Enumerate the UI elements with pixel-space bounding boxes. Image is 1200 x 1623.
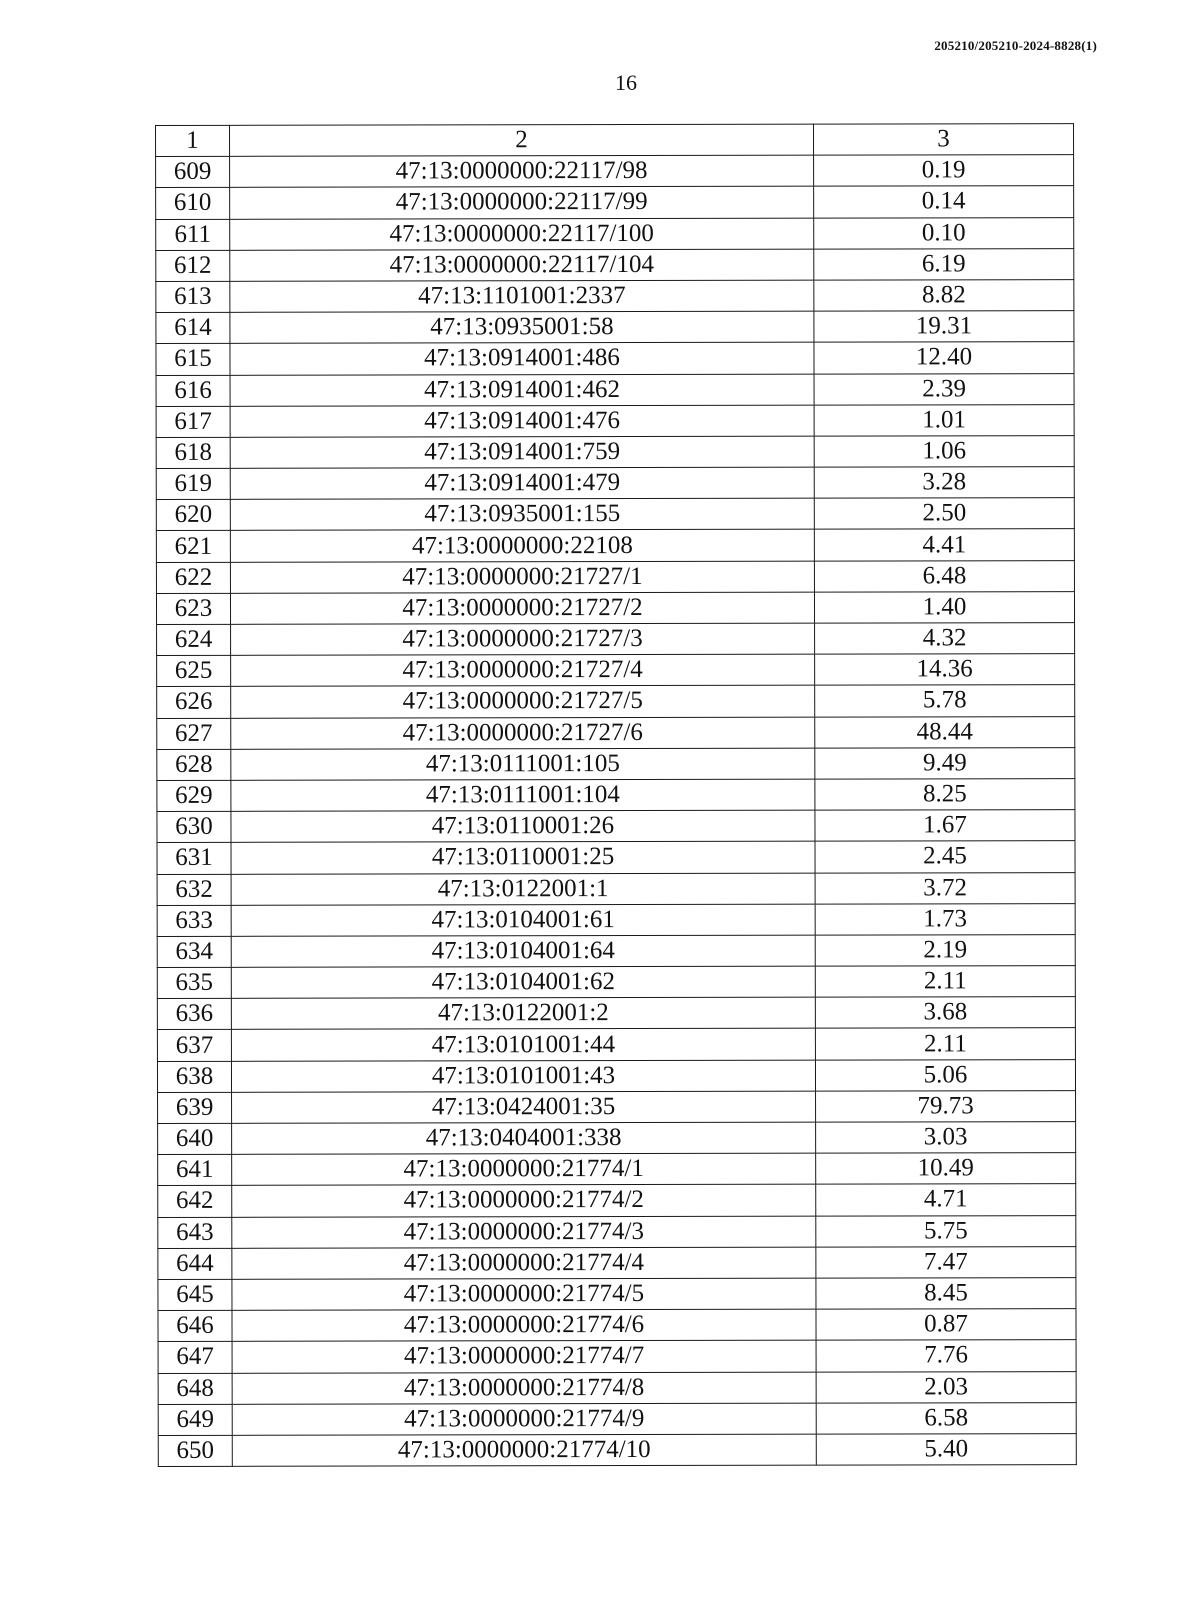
- value-cell: 0.14: [814, 186, 1074, 218]
- table-row: [157, 966, 1075, 999]
- table-row: [156, 217, 1074, 250]
- row-number-cell: 631: [157, 843, 231, 874]
- cadastral-number-cell: 47:13:0000000:21774/4: [232, 1247, 816, 1279]
- cadastral-number-cell: 47:13:0104001:61: [231, 904, 815, 936]
- row-number-cell: 637: [157, 1030, 231, 1061]
- row-number-cell: 617: [156, 406, 230, 437]
- page-number: 16: [615, 70, 637, 95]
- value-cell: 2.11: [815, 1028, 1075, 1060]
- row-number-cell: 644: [158, 1248, 232, 1279]
- cadastral-number-cell: 47:13:0000000:21727/6: [231, 717, 815, 749]
- value-cell: 8.45: [816, 1278, 1076, 1310]
- table-row: [156, 467, 1074, 500]
- table-row: [157, 903, 1075, 936]
- value-cell: 5.78: [815, 685, 1075, 717]
- row-number-cell: 647: [158, 1342, 232, 1373]
- table-row: [156, 498, 1074, 531]
- value-cell: 19.31: [814, 311, 1074, 343]
- row-number-cell: 645: [158, 1279, 232, 1310]
- value-cell: 12.40: [814, 342, 1074, 374]
- cadastral-number-cell: 47:13:0914001:462: [230, 374, 814, 406]
- row-number-cell: 621: [156, 531, 230, 562]
- cadastral-number-cell: 47:13:0101001:43: [231, 1060, 815, 1092]
- value-cell: 4.71: [816, 1184, 1076, 1216]
- value-cell: 5.40: [816, 1433, 1076, 1465]
- cadastral-number-cell: 47:13:0110001:25: [231, 841, 815, 873]
- table-row: [156, 248, 1074, 281]
- cadastral-number-cell: 47:13:0000000:22117/98: [230, 155, 814, 187]
- row-number-cell: 642: [158, 1186, 232, 1217]
- row-number-cell: 641: [158, 1155, 232, 1186]
- value-cell: 3.68: [815, 997, 1075, 1029]
- row-number-cell: 618: [156, 437, 230, 468]
- row-number-cell: 635: [157, 967, 231, 998]
- value-cell: 6.19: [814, 248, 1074, 280]
- row-number-cell: 620: [156, 500, 230, 531]
- table-row: [156, 186, 1074, 219]
- value-cell: 9.49: [815, 747, 1075, 779]
- value-cell: 48.44: [815, 716, 1075, 748]
- row-number-cell: 619: [156, 468, 230, 499]
- value-cell: 3.03: [816, 1122, 1076, 1154]
- value-cell: 14.36: [815, 654, 1075, 686]
- table-row: [157, 841, 1075, 874]
- table-row: [157, 716, 1075, 749]
- row-number-cell: 633: [157, 905, 231, 936]
- table-row: [157, 779, 1075, 812]
- value-cell: 3.72: [815, 872, 1075, 904]
- data-table: [155, 123, 1077, 1467]
- table-row: [157, 623, 1075, 656]
- table-row: [157, 997, 1075, 1030]
- value-cell: 2.11: [815, 966, 1075, 998]
- value-cell: 0.19: [814, 155, 1074, 187]
- value-cell: 2.19: [815, 934, 1075, 966]
- row-number-cell: 610: [156, 188, 230, 219]
- row-number-cell: 650: [158, 1435, 232, 1466]
- value-cell: 5.06: [815, 1059, 1075, 1091]
- cadastral-number-cell: 47:13:0101001:44: [231, 1029, 815, 1061]
- table-row: [156, 591, 1074, 624]
- cadastral-number-cell: 47:13:0000000:22117/99: [230, 186, 814, 218]
- cadastral-number-cell: 47:13:0000000:21774/3: [232, 1216, 816, 1248]
- row-number-cell: 634: [157, 936, 231, 967]
- cadastral-number-cell: 47:13:0104001:64: [231, 935, 815, 967]
- value-cell: 4.32: [815, 623, 1075, 655]
- cadastral-number-cell: 47:13:0935001:155: [230, 498, 814, 530]
- table-row: [156, 404, 1074, 437]
- cadastral-number-cell: 47:13:0104001:62: [231, 966, 815, 998]
- row-number-cell: 611: [156, 219, 230, 250]
- table-row: [156, 529, 1074, 562]
- cadastral-number-cell: 47:13:0122001:2: [231, 997, 815, 1029]
- value-cell: 0.87: [816, 1309, 1076, 1341]
- cadastral-number-cell: 47:13:0000000:21774/6: [232, 1309, 816, 1341]
- table-row: [157, 685, 1075, 718]
- column-header-1: 1: [156, 125, 230, 156]
- value-cell: 3.28: [814, 467, 1074, 499]
- table-row: [156, 311, 1074, 344]
- row-number-cell: 615: [156, 344, 230, 375]
- row-number-cell: 648: [158, 1373, 232, 1404]
- value-cell: 8.82: [814, 280, 1074, 312]
- value-cell: 2.39: [814, 373, 1074, 405]
- value-cell: 8.25: [815, 779, 1075, 811]
- row-number-cell: 622: [156, 562, 230, 593]
- cadastral-number-cell: 47:13:0000000:21774/10: [232, 1434, 816, 1466]
- cadastral-number-cell: 47:13:0914001:479: [230, 467, 814, 499]
- table-row: [157, 654, 1075, 687]
- table-row: [158, 1278, 1076, 1311]
- row-number-cell: 630: [157, 811, 231, 842]
- table-row: [156, 155, 1074, 188]
- cadastral-number-cell: 47:13:0000000:21774/1: [232, 1153, 816, 1185]
- value-cell: 6.58: [816, 1402, 1076, 1434]
- table-row: [156, 342, 1074, 375]
- cadastral-number-cell: 47:13:0000000:21727/1: [230, 561, 814, 593]
- table-row: [157, 872, 1075, 905]
- row-number-cell: 612: [156, 250, 230, 281]
- table-row: [158, 1433, 1076, 1466]
- table-row: [156, 435, 1074, 468]
- cadastral-number-cell: 47:13:0914001:476: [230, 405, 814, 437]
- value-cell: 1.40: [814, 591, 1074, 623]
- value-cell: 0.10: [814, 217, 1074, 249]
- row-number-cell: 639: [158, 1092, 232, 1123]
- cadastral-number-cell: 47:13:0000000:21727/2: [230, 592, 814, 624]
- cadastral-number-cell: 47:13:0914001:759: [230, 436, 814, 468]
- column-header-2: 2: [230, 124, 814, 156]
- cadastral-number-cell: 47:13:0000000:21727/5: [231, 685, 815, 717]
- table-row: [158, 1371, 1076, 1404]
- cadastral-number-cell: 47:13:0122001:1: [231, 873, 815, 905]
- row-number-cell: 638: [157, 1061, 231, 1092]
- value-cell: 1.06: [814, 435, 1074, 467]
- row-number-cell: 628: [157, 749, 231, 780]
- table-row: [158, 1309, 1076, 1342]
- table-row: [158, 1215, 1076, 1248]
- value-cell: 1.73: [815, 903, 1075, 935]
- value-cell: 7.47: [816, 1246, 1076, 1278]
- value-cell: 1.67: [815, 810, 1075, 842]
- row-number-cell: 625: [157, 656, 231, 687]
- cadastral-number-cell: 47:13:0000000:21774/2: [232, 1184, 816, 1216]
- row-number-cell: 632: [157, 874, 231, 905]
- value-cell: 4.41: [814, 529, 1074, 561]
- value-cell: 5.75: [816, 1215, 1076, 1247]
- row-number-cell: 616: [156, 375, 230, 406]
- row-number-cell: 623: [156, 593, 230, 624]
- table-row: [158, 1090, 1076, 1123]
- cadastral-number-cell: 47:13:0111001:104: [231, 779, 815, 811]
- row-number-cell: 649: [158, 1404, 232, 1435]
- row-number-cell: 636: [157, 999, 231, 1030]
- cadastral-number-cell: 47:13:0000000:22117/100: [230, 218, 814, 250]
- cadastral-number-cell: 47:13:0404001:338: [232, 1122, 816, 1154]
- cadastral-number-cell: 47:13:0110001:26: [231, 810, 815, 842]
- cadastral-number-cell: 47:13:0000000:21774/8: [232, 1372, 816, 1404]
- value-cell: 79.73: [816, 1090, 1076, 1122]
- value-cell: 7.76: [816, 1340, 1076, 1372]
- value-cell: 6.48: [814, 560, 1074, 592]
- cadastral-number-cell: 47:13:0000000:21774/9: [232, 1403, 816, 1435]
- table-row: [157, 934, 1075, 967]
- value-cell: 10.49: [816, 1153, 1076, 1185]
- row-number-cell: 626: [157, 687, 231, 718]
- row-number-cell: 609: [156, 157, 230, 188]
- cadastral-number-cell: 47:13:0000000:21727/4: [231, 654, 815, 686]
- table-row: [158, 1153, 1076, 1186]
- table-row: [157, 1059, 1075, 1092]
- table-row: [156, 560, 1074, 593]
- cadastral-number-cell: 47:13:0424001:35: [232, 1091, 816, 1123]
- cadastral-number-cell: 47:13:0000000:22108: [230, 530, 814, 562]
- table-row: [158, 1184, 1076, 1217]
- cadastral-number-cell: 47:13:1101001:2337: [230, 280, 814, 312]
- cadastral-number-cell: 47:13:0000000:21774/5: [232, 1278, 816, 1310]
- table-row: [156, 373, 1074, 406]
- value-cell: 1.01: [814, 404, 1074, 436]
- row-number-cell: 613: [156, 281, 230, 312]
- document-id: 205210/205210-2024-8828(1): [934, 38, 1097, 53]
- table-header-row: [156, 124, 1074, 157]
- table-row: [156, 280, 1074, 313]
- table-row: [158, 1402, 1076, 1435]
- column-header-3: 3: [813, 124, 1073, 156]
- row-number-cell: 614: [156, 312, 230, 343]
- row-number-cell: 643: [158, 1217, 232, 1248]
- table-row: [157, 1028, 1075, 1061]
- cadastral-number-cell: 47:13:0111001:105: [231, 748, 815, 780]
- value-cell: 2.45: [815, 841, 1075, 873]
- cadastral-number-cell: 47:13:0000000:22117/104: [230, 249, 814, 281]
- value-cell: 2.50: [814, 498, 1074, 530]
- row-number-cell: 629: [157, 780, 231, 811]
- table-row: [158, 1246, 1076, 1279]
- cadastral-number-cell: 47:13:0935001:58: [230, 311, 814, 343]
- row-number-cell: 627: [157, 718, 231, 749]
- cadastral-number-cell: 47:13:0914001:486: [230, 342, 814, 374]
- table-row: [157, 747, 1075, 780]
- row-number-cell: 646: [158, 1310, 232, 1341]
- cadastral-number-cell: 47:13:0000000:21727/3: [231, 623, 815, 655]
- cadastral-number-cell: 47:13:0000000:21774/7: [232, 1340, 816, 1372]
- row-number-cell: 624: [157, 624, 231, 655]
- table-row: [158, 1340, 1076, 1373]
- table-row: [158, 1122, 1076, 1155]
- value-cell: 2.03: [816, 1371, 1076, 1403]
- table-row: [157, 810, 1075, 843]
- row-number-cell: 640: [158, 1123, 232, 1154]
